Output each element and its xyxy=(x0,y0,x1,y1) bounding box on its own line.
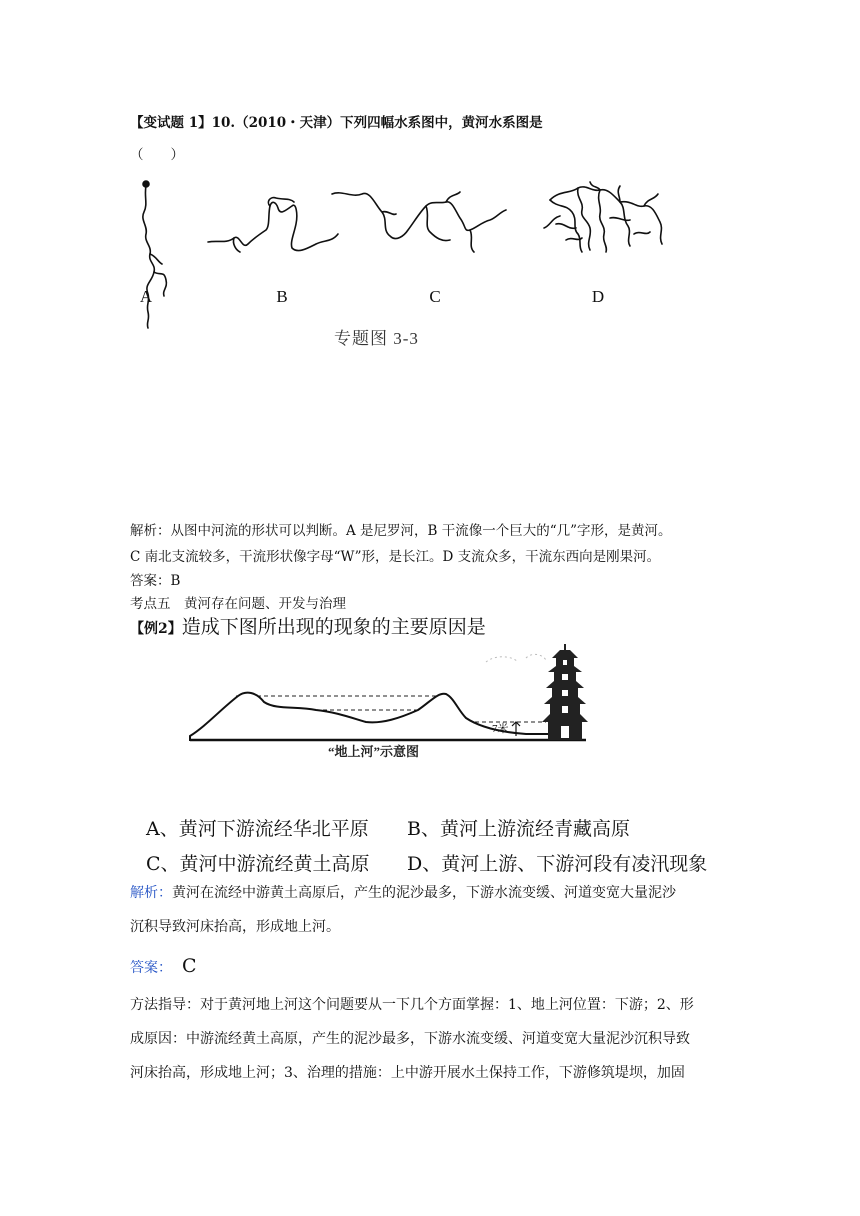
figure1-caption: 专题图 3-3 xyxy=(334,329,419,348)
method-line-1: 方法指导：对于黄河地上河这个问题要从一下几个方面掌握：1、地上河位置：下游；2、形 xyxy=(130,997,694,1013)
height-label: 7米 xyxy=(492,723,509,735)
analysis-2-line-2: 沉积导致河床抬高，形成地上河。 xyxy=(130,919,340,935)
answer-2-value: C xyxy=(182,955,197,977)
answer-2 xyxy=(130,955,197,979)
method-line-3: 河床抬高，形成地上河；3、治理的措施：上中游开展水土保持工作，下游修筑堤坝，加固 xyxy=(130,1065,685,1081)
label-c: C xyxy=(429,287,441,306)
analysis-2-label: 解析： xyxy=(130,885,172,901)
option-d: D、黄河上游、下游河段有凌汛现象 xyxy=(407,853,708,875)
example-2-question xyxy=(130,612,486,639)
answer-2-label: 答案： xyxy=(130,960,172,976)
example-2-text: 造成下图所出现的现象的主要原因是 xyxy=(181,616,486,638)
river-b-drawing xyxy=(208,198,338,252)
topic-heading: 考点五 黄河存在问题、开发与治理 xyxy=(130,596,346,612)
river-c-drawing xyxy=(332,192,506,252)
label-b: B xyxy=(276,287,288,306)
analysis-2-line-1 xyxy=(130,882,676,904)
analysis-line-2: C 南北支流较多，干流形状像字母“W”形，是长江。D 支流众多，干流东西向是刚果河。 xyxy=(130,549,661,565)
question-header: 【变试题 1】10.（2010・天津）下列四幅水系图中，黄河水系图是 xyxy=(130,115,543,131)
option-b: B、黄河上游流经青藏高原 xyxy=(407,818,630,840)
suspended-river-figure xyxy=(186,640,596,770)
river-systems-figure xyxy=(120,172,680,352)
analysis-2-text-1: 黄河在流经中游黄土高原后，产生的泥沙最多，下游水流变缓、河道变宽大量泥沙 xyxy=(172,885,676,901)
label-d: D xyxy=(591,287,605,306)
figure2-caption: “地上河”示意图 xyxy=(328,744,420,759)
example-2-label: 【例2】 xyxy=(130,621,182,637)
option-a: A、黄河下游流经华北平原 xyxy=(146,818,369,840)
answer-bracket: （ ） xyxy=(130,147,184,163)
option-c: C、黄河中游流经黄土高原 xyxy=(146,853,370,875)
label-a: A xyxy=(139,287,153,306)
river-d-drawing xyxy=(544,182,662,252)
answer-1: 答案：B xyxy=(130,573,181,589)
method-line-2: 成原因：中游流经黄土高原，产生的泥沙最多，下游水流变缓、河道变宽大量泥沙沉积导致 xyxy=(130,1031,690,1047)
analysis-line-1: 解析：从图中河流的形状可以判断。A 是尼罗河，B 干流像一个巨大的“几”字形，是黄河。 xyxy=(130,523,672,539)
